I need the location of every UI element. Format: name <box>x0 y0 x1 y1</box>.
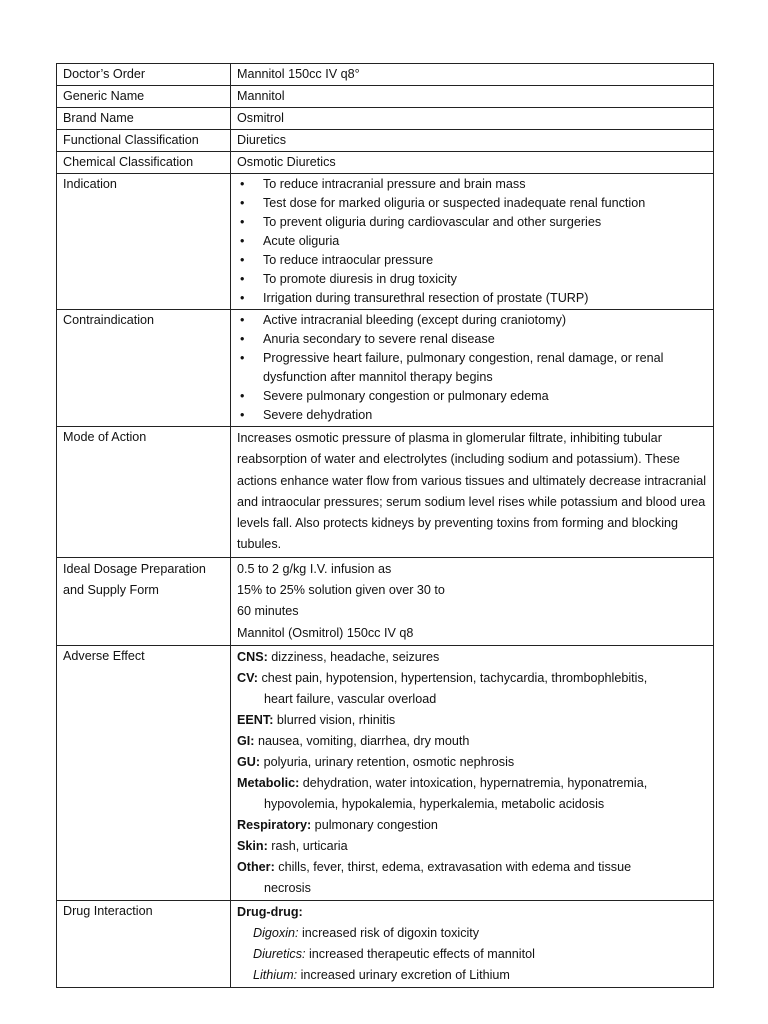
interaction-lithium <box>237 965 707 986</box>
drug-drug-heading <box>237 902 707 923</box>
table-row <box>57 152 714 174</box>
row-label-drug-interaction: Drug Interaction <box>57 900 231 987</box>
row-label-brand-name: Brand Name <box>57 108 231 130</box>
doctors-order-value: Mannitol 150cc IV q8° <box>231 64 714 86</box>
list-item: • Acute oliguria <box>237 232 707 251</box>
indication-list <box>237 175 707 308</box>
adverse-key: CV: <box>237 670 258 685</box>
adverse-key: Metabolic: <box>237 775 300 790</box>
row-label-functional-classification: Functional Classification <box>57 130 231 152</box>
adverse-text: chest pain, hypotension, hypertension, tachycardia, thrombophlebitis, <box>258 670 648 685</box>
row-label-contraindication: Contraindication <box>57 310 231 427</box>
adverse-skin <box>237 836 707 857</box>
interaction-diuretics <box>237 944 707 965</box>
drug-name: Digoxin: <box>253 925 299 940</box>
interaction-text: increased urinary excretion of Lithium <box>297 967 510 982</box>
contraindication-list <box>237 311 707 425</box>
row-label-indication: Indication <box>57 174 231 310</box>
drug-name: Diuretics: <box>253 946 306 961</box>
adverse-gu <box>237 752 707 773</box>
mode-of-action-value: Increases osmotic pressure of plasma in glomerular filtrate, inhibiting tubular reabsorption of water and electrolytes (including sodium and potassium). These actions enhance water flow from various tissues and ultimately decrease intracranial and intraocular pressures; serum sodium level rises while potassium and blood urea levels fall. Also protects kidneys by preventing toxins from forming and blocking tubules. <box>231 427 714 558</box>
list-item: • Test dose for marked oliguria or suspected inadequate renal function <box>237 194 707 213</box>
list-item: • Severe dehydration <box>237 406 707 425</box>
functional-classification-value: Diuretics <box>231 130 714 152</box>
list-item: • Anuria secondary to severe renal disease <box>237 330 707 349</box>
brand-name-value: Osmitrol <box>231 108 714 130</box>
interaction-text: increased therapeutic effects of mannitol <box>305 946 535 961</box>
adverse-text: nausea, vomiting, diarrhea, dry mouth <box>254 733 470 748</box>
adverse-text: chills, fever, thirst, edema, extravasation with edema and tissue <box>274 859 632 874</box>
adverse-key: CNS: <box>237 649 268 664</box>
adverse-key: Respiratory: <box>237 817 312 832</box>
dosage-label-line: and Supply Form <box>63 583 159 598</box>
list-item: • To reduce intraocular pressure <box>237 251 707 270</box>
adverse-eent <box>237 710 707 731</box>
interaction-text: increased risk of digoxin toxicity <box>298 925 480 940</box>
adverse-key: Skin: <box>237 838 268 853</box>
adverse-cv <box>237 668 707 689</box>
row-label-mode-of-action: Mode of Action <box>57 427 231 558</box>
dosage-label-line: Ideal Dosage Preparation <box>63 561 206 576</box>
list-item: • Irrigation during transurethral resection of prostate (TURP) <box>237 289 707 308</box>
table-row <box>57 174 714 310</box>
interaction-digoxin <box>237 923 707 944</box>
row-label-adverse-effect: Adverse Effect <box>57 645 231 900</box>
adverse-text: dehydration, water intoxication, hypernatremia, hyponatremia, <box>299 775 648 790</box>
adverse-metabolic-cont: hypovolemia, hypokalemia, hyperkalemia, metabolic acidosis <box>264 796 605 811</box>
list-item: • To promote diuresis in drug toxicity <box>237 270 707 289</box>
drug-drug-key: Drug-drug: <box>237 904 303 919</box>
table-row <box>57 557 714 645</box>
table-row <box>57 64 714 86</box>
contraindication-value <box>231 310 714 427</box>
list-item: • Active intracranial bleeding (except during craniotomy) <box>237 311 707 330</box>
table-row <box>57 310 714 427</box>
list-item: • Progressive heart failure, pulmonary congestion, renal damage, or renal dysfunction after mannitol therapy begins <box>237 349 707 387</box>
list-item: • To reduce intracranial pressure and brain mass <box>237 175 707 194</box>
table-row <box>57 645 714 900</box>
indication-value <box>231 174 714 310</box>
adverse-gi <box>237 731 707 752</box>
adverse-key: GU: <box>237 754 261 769</box>
adverse-key: Other: <box>237 859 275 874</box>
dosage-line: 0.5 to 2 g/kg I.V. infusion as <box>237 561 392 576</box>
table-row <box>57 130 714 152</box>
dosage-line: 60 minutes <box>237 604 299 619</box>
list-item: • Severe pulmonary congestion or pulmonary edema <box>237 387 707 406</box>
generic-name-value: Mannitol <box>231 86 714 108</box>
adverse-text: pulmonary congestion <box>311 817 438 832</box>
drug-study-table <box>56 63 714 988</box>
table-row <box>57 108 714 130</box>
adverse-other <box>237 857 707 878</box>
drug-interaction-value <box>231 900 714 987</box>
adverse-metabolic <box>237 773 707 794</box>
table-row <box>57 900 714 987</box>
adverse-text: rash, urticaria <box>267 838 348 853</box>
row-label-chemical-classification: Chemical Classification <box>57 152 231 174</box>
dosage-line: Mannitol (Osmitrol) 150cc IV q8 <box>237 625 414 640</box>
adverse-text: dizziness, headache, seizures <box>267 649 440 664</box>
adverse-key: EENT: <box>237 712 274 727</box>
adverse-cv-cont: heart failure, vascular overload <box>264 691 437 706</box>
chemical-classification-value: Osmotic Diuretics <box>231 152 714 174</box>
adverse-text: polyuria, urinary retention, osmotic nephrosis <box>260 754 515 769</box>
adverse-other-cont: necrosis <box>264 880 311 895</box>
row-label-dosage <box>57 557 231 645</box>
dosage-value <box>231 557 714 645</box>
table-row <box>57 86 714 108</box>
adverse-effect-value <box>231 645 714 900</box>
adverse-cns <box>237 647 707 668</box>
table-row <box>57 427 714 558</box>
adverse-text: blurred vision, rhinitis <box>273 712 396 727</box>
row-label-generic-name: Generic Name <box>57 86 231 108</box>
dosage-line: 15% to 25% solution given over 30 to <box>237 583 445 598</box>
row-label-doctors-order: Doctor’s Order <box>57 64 231 86</box>
adverse-respiratory <box>237 815 707 836</box>
adverse-key: GI: <box>237 733 255 748</box>
drug-name: Lithium: <box>253 967 298 982</box>
list-item: • To prevent oliguria during cardiovascular and other surgeries <box>237 213 707 232</box>
